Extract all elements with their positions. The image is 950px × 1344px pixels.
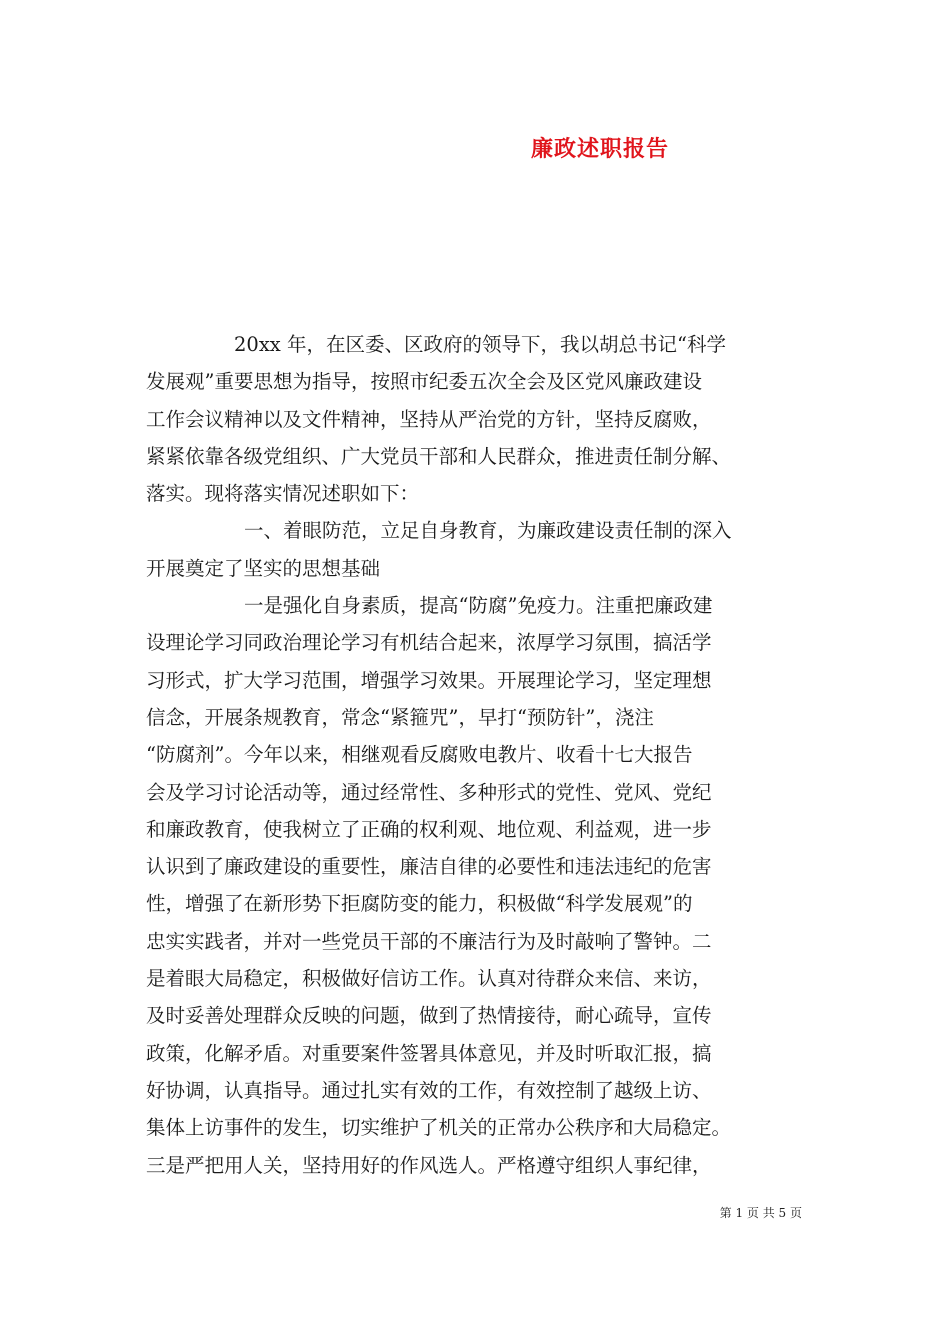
body-line: 落实。现将落实情况述职如下： — [146, 482, 420, 506]
body-line: 20xx 年，在区委、区政府的领导下，我以胡总书记“科学 — [234, 333, 726, 356]
body-line: 集体上访事件的发生，切实维护了机关的正常办公秩序和大局稳定。 — [146, 1116, 732, 1140]
document-body — [146, 326, 814, 1184]
body-line: 设理论学习同政治理论学习有机结合起来，浓厚学习氛围，搞活学 — [146, 631, 712, 655]
body-line: 好协调，认真指导。通过扎实有效的工作，有效控制了越级上访、 — [146, 1078, 712, 1102]
body-line: 认识到了廉政建设的重要性，廉洁自律的必要性和违法违纪的危害 — [146, 855, 712, 879]
body-line: 性，增强了在新形势下拒腐防变的能力，积极做“科学发展观”的 — [146, 892, 693, 916]
body-line: 发展观”重要思想为指导，按照市纪委五次全会及区党风廉政建设 — [146, 370, 702, 394]
page-footer: 第 1 页 共 5 页 — [719, 1206, 802, 1220]
body-line: 一是强化自身素质，提高“防腐”免疫力。注重把廉政建 — [244, 594, 713, 618]
body-line: 一、着眼防范，立足自身教育，为廉政建设责任制的深入 — [244, 519, 732, 543]
body-line: 会及学习讨论活动等，通过经常性、多种形式的党性、党风、党纪 — [146, 780, 712, 804]
body-line: “防腐剂”。今年以来，相继观看反腐败电教片、收看十七大报告 — [146, 743, 693, 767]
body-line: 紧紧依靠各级党组织、广大党员干部和人民群众，推进责任制分解、 — [146, 444, 732, 468]
body-line: 是着眼大局稳定，积极做好信访工作。认真对待群众来信、来访， — [146, 967, 712, 991]
body-line: 和廉政教育，使我树立了正确的权利观、地位观、利益观，进一步 — [146, 817, 712, 841]
body-line: 习形式，扩大学习范围，增强学习效果。开展理论学习，坚定理想 — [146, 668, 712, 692]
document-title: 廉政述职报告 — [530, 136, 669, 162]
body-line: 开展奠定了坚实的思想基础 — [146, 556, 381, 580]
body-line: 忠实实践者，并对一些党员干部的不廉洁行为及时敲响了警钟。二 — [146, 929, 712, 953]
body-line: 三是严把用人关，坚持用好的作风选人。严格遵守组织人事纪律， — [146, 1153, 712, 1177]
body-line: 工作会议精神以及文件精神，坚持从严治党的方针，坚持反腐败， — [146, 407, 712, 431]
body-line: 信念，开展条规教育，常念“紧箍咒”，早打“预防针”，浇注 — [146, 705, 654, 729]
body-line: 及时妥善处理群众反映的问题，做到了热情接待，耐心疏导，宣传 — [146, 1004, 712, 1028]
body-line: 政策，化解矛盾。对重要案件签署具体意见，并及时听取汇报，搞 — [146, 1041, 712, 1065]
